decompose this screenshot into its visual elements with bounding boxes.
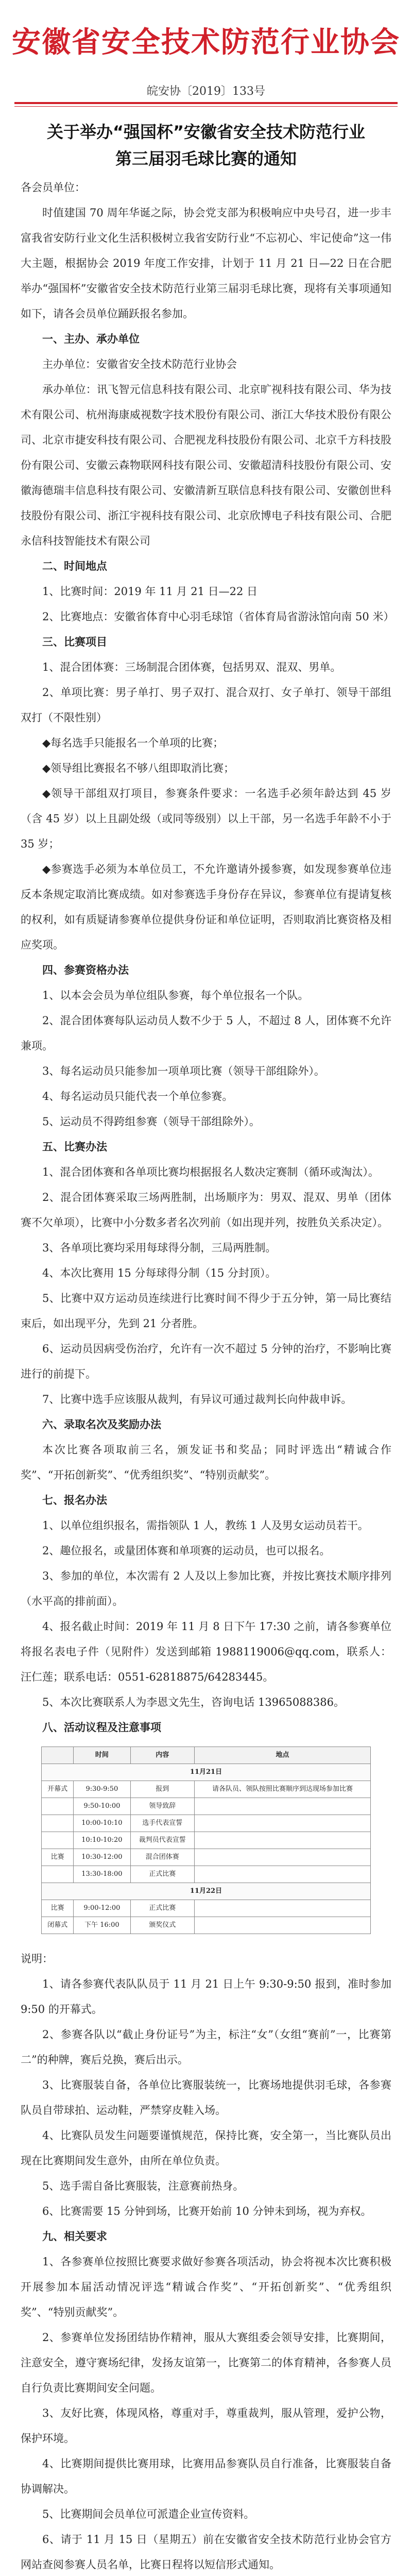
table-row [42, 1900, 371, 1917]
list-item: 5、比赛期间会员单位可派遣企业宣传资料。 [42, 2508, 255, 2520]
document-number: 皖安协〔2019〕133号 [147, 85, 265, 98]
event-cell: 正式比赛 [130, 1900, 194, 1917]
time-cell: 9:30-9:50 [74, 1781, 130, 1798]
time-cell: 9:00-12:00 [74, 1900, 130, 1917]
table-header-row [42, 1747, 371, 1764]
place-cell [194, 1832, 370, 1849]
day-cell: 11月21日 [42, 1764, 371, 1781]
place-cell [194, 1917, 370, 1934]
list-item: ◆领导组比赛报名不够八组即取消比赛； [42, 762, 235, 774]
list-item: 1、请各参赛代表队队员于 11 月 21 日上午 9:30-9:50 报到，准时参加 9:50 的开幕式。 [21, 1978, 391, 2015]
list-item: 3、比赛服装自备，各单位比赛服装统一，比赛场地提供羽毛球，各参赛队员自带球拍、运动鞋，严禁穿皮鞋入场。 [21, 2079, 391, 2116]
list-item: 4、本次比赛用 15 分每球得分制（15 分封顶）。 [42, 1267, 277, 1279]
session-cell [42, 1832, 74, 1849]
table-row [42, 1849, 371, 1866]
co-host-line: 承办单位：讯飞智元信息科技有限公司、北京旷视科技有限公司、华为技术有限公司、杭州海康威视数字技术股份有限公司、浙江大华技术股份有限公司、北京市捷安科技有限公司、合肥视龙科技股份有限公司、北京千方科技股份有限公司、安徽云森物联网科技有限公司、安徽超清科技股份有限公司、安徽海德瑞丰信息科技有限公司、安徽清新互联信息科技有限公司、安徽创世科技股份有限公司、浙江宇视科技有限公司、北京欣博电子科技有限公司、合肥永信科技智能技术有限公司 [21, 383, 391, 547]
time-cell: 下午 16:00 [74, 1917, 130, 1934]
table-row [42, 1883, 371, 1900]
red-divider-thin [14, 106, 398, 107]
event-cell: 裁判员代表宣誓 [130, 1832, 194, 1849]
event-cell: 颁奖仪式 [130, 1917, 194, 1934]
list-s5 [21, 1160, 391, 1412]
session-cell: 开幕式 [42, 1781, 74, 1798]
salutation: 各会员单位： [21, 181, 85, 194]
list-item: 1、混合团体赛：三场制混合团体赛，包括男双、混双、男单。 [42, 661, 341, 673]
list-item: 3、每名运动员只能参加一项单项比赛（领导干部组除外）。 [42, 1065, 325, 1077]
section-heading: 六、录取名次及奖励办法 [42, 1418, 161, 1431]
section-heading: 一、主办、承办单位 [42, 333, 140, 345]
place-cell [194, 1849, 370, 1866]
section-heading: 七、报名办法 [42, 1494, 107, 1506]
time-cell: 10:00-10:10 [74, 1815, 130, 1832]
event-cell: 正式比赛 [130, 1866, 194, 1883]
list-item: 2、混合团体赛每队运动员人数不少于 5 人，不超过 8 人，团体赛不允许兼项。 [21, 1014, 391, 1052]
table-row [42, 1866, 371, 1883]
document-body [21, 175, 394, 2576]
place-line: 2、比赛地点：安徽省体育中心羽毛球馆（省体育局省游泳馆向南 50 米） [42, 611, 394, 623]
list-item: 3、参加的单位，本次需有 2 人及以上参加比赛，并按比赛技术顺序排列（水平高的排前面）。 [21, 1570, 391, 1607]
table-row [42, 1815, 371, 1832]
table-row [42, 1917, 371, 1934]
list-item: 6、比赛需要 15 分钟到场，比赛开始前 10 分钟未到场，视为弃权。 [42, 2205, 372, 2217]
col-place: 地点 [194, 1747, 370, 1764]
list-item: 6、请于 11 月 15 日（星期五）前在安徽省安全技术防范行业协会官方网站查阅参赛人员名单，比赛日程将以短信形式通知。 [21, 2533, 391, 2571]
list-item: 6、运动员因病受伤治疗，允许有一次不超过 5 分钟的治疗，不影响比赛进行的前提下。 [21, 1343, 391, 1380]
list-item: 5、本次比赛联系人为李恩文先生，咨询电话 13965088386。 [42, 1696, 345, 1708]
col-event: 内容 [130, 1747, 194, 1764]
list-item: 1、混合团体赛和各单项比赛均根据报名人数决定赛制（循环或淘汰）。 [42, 1166, 379, 1178]
event-cell: 领导致辞 [130, 1798, 194, 1815]
list-item: 4、报名截止时间：2019 年 11 月 8 日下午 17:30 之前，请各参赛单位将报名表电子件（见附件）发送到邮箱 1988119006@qq.com，联系人：汪仁莲；联系电话：0551-62818875/64283445。 [21, 1620, 391, 1683]
place-cell [194, 1866, 370, 1883]
list-item: 4、比赛期间提供比赛用球，比赛用品参赛队员自行准备，比赛服装自备协调解决。 [21, 2458, 391, 2495]
session-cell [42, 1798, 74, 1815]
list-s4 [21, 983, 391, 1134]
list-item: 4、每名运动员只能代表一个单位参赛。 [42, 1090, 233, 1103]
list-notes [21, 1972, 391, 2224]
session-cell [42, 1866, 74, 1883]
list-item: ◆领导干部组双打项目，参赛条件要求：一名选手必须年龄达到 45 岁（含 45 岁）以上且副处级（或同等级别）以上干部，另一名选手年龄不小于 35 岁； [21, 787, 391, 850]
notes-label: 说明： [21, 1953, 53, 1965]
list-item: 2、混合团体赛采取三场两胜制，出场顺序为：男双、混双、男单（团体赛不欠单项），比赛中小分数多者名次列前（如出现并列，按胜负关系决定）。 [21, 1191, 391, 1229]
session-cell: 闭幕式 [42, 1917, 74, 1934]
list-item: 7、比赛中选手应该服从裁判，有异议可通过裁判长向仲裁申诉。 [42, 1393, 352, 1405]
col-session [42, 1747, 74, 1764]
place-cell [194, 1900, 370, 1917]
place-cell [194, 1798, 370, 1815]
time-line: 1、比赛时间：2019 年 11 月 21 日—22 日 [42, 585, 258, 598]
list-item: 2、单项比赛：男子单打、男子双打、混合双打、女子单打、领导干部组双打（不限性别） [21, 686, 391, 724]
event-cell: 报到 [130, 1781, 194, 1798]
list-s9 [21, 2249, 391, 2576]
list-s7 [21, 1513, 391, 1715]
list-item: 2、参赛单位发扬团结协作精神，服从大赛组委会领导安排，比赛期间，注意安全，遵守赛场纪律，发扬友谊第一，比赛第二的体育精神，各参赛人员自行负责比赛期间安全问题。 [21, 2331, 391, 2394]
section-heading: 九、相关要求 [42, 2230, 107, 2243]
event-cell: 混合团体赛 [130, 1849, 194, 1866]
list-item: 1、以单位组织报名，需指领队 1 人，教练 1 人及男女运动员若干。 [42, 1519, 369, 1532]
table-row [42, 1781, 371, 1798]
table-row [42, 1764, 371, 1781]
list-item: 2、参赛各队以“截止身份证号”为主，标注“女”（女组“赛前”一，比赛第二”的种牌，赛后兑换，赛后出示。 [21, 2028, 391, 2066]
title-line-2: 第三届羽毛球比赛的通知 [115, 149, 297, 168]
place-cell [194, 1815, 370, 1832]
section-heading: 五、比赛办法 [42, 1141, 107, 1153]
col-time: 时间 [74, 1747, 130, 1764]
list-item: ◆每名选手只能报名一个单项的比赛； [42, 737, 224, 749]
red-divider [14, 102, 398, 104]
table-row [42, 1798, 371, 1815]
award-paragraph: 本次比赛各项取前三名，颁发证书和奖品；同时评选出“精诚合作奖”、“开拓创新奖”、“优秀组织奖”、“特别贡献奖”。 [21, 1444, 391, 1481]
section-heading: 三、比赛项目 [42, 636, 107, 648]
time-cell: 10:10-10:20 [74, 1832, 130, 1849]
intro-paragraph: 时值建国 70 周年华诞之际，协会党支部为积极响应中央号召，进一步丰富我省安防行业文化生活积极树立我省安防行业“不忘初心、牢记使命”这一伟大主题，根据协会 2019 年度工作安排，计划于 11 月 21 日—22 日在合肥举办“强国杯”安徽省安全技术防范行业第三届羽毛球比赛，现将有关事项通知如下，请各会员单位踊跃报名参加。 [21, 207, 391, 320]
list-item: 5、选手需自备比赛服装，注意赛前热身。 [42, 2180, 244, 2192]
session-cell [42, 1815, 74, 1832]
list-s3 [21, 655, 391, 958]
schedule-body [42, 1764, 371, 1934]
event-cell: 选手代表宣誓 [130, 1815, 194, 1832]
list-item: 1、各参赛单位按照比赛要求做好参赛各项活动，协会将视本次比赛积极开展参加本届活动情况评选“精诚合作奖”、“开拓创新奖”、“优秀组织奖”、“特别贡献奖”。 [21, 2256, 391, 2318]
list-item: 1、以本会会员为单位组队参赛，每个单位报名一个队。 [42, 989, 309, 1002]
host-line: 主办单位：安徽省安全技术防范行业协会 [42, 358, 237, 370]
list-item: 3、各单项比赛均采用每球得分制，三局两胜制。 [42, 1242, 277, 1254]
section-heading: 二、时间地点 [42, 560, 107, 572]
list-item: 3、友好比赛，体现风格，尊重对手，尊重裁判，服从管理，爱护公物，保护环境。 [21, 2407, 391, 2445]
session-cell: 比赛 [42, 1900, 74, 1917]
list-item: 4、比赛队员发生问题要谨慎规范，保持比赛，安全第一，当比赛队员出现在比赛期间发生意外，由所在单位负责。 [21, 2129, 391, 2167]
place-cell: 请各队员、领队按照比赛顺序到达现场参加比赛 [194, 1781, 370, 1798]
list-item: 5、运动员不得跨组参赛（领导干部组除外）。 [42, 1115, 260, 1128]
masthead: 安徽省安全技术防范行业协会 [12, 26, 400, 59]
list-item: 5、比赛中双方运动员连续进行比赛时间不得少于五分钟，第一局比赛结束后，如出现平分，先到 21 分者胜。 [21, 1292, 391, 1330]
table-row [42, 1832, 371, 1849]
session-cell: 比赛 [42, 1849, 74, 1866]
document-title [15, 118, 397, 172]
time-cell: 9:50-10:00 [74, 1798, 130, 1815]
section-heading: 四、参赛资格办法 [42, 964, 129, 976]
time-cell: 10:30-12:00 [74, 1849, 130, 1866]
list-item: ◆参赛选手必须为本单位员工，不允许邀请外援参赛，如发现参赛单位违反本条规定取消比赛成绩。如对参赛选手身份存在异议，参赛单位有提请复核的权利，如有质疑请参赛单位提供身份证和单位证明，否则取消比赛资格及相应奖项。 [21, 863, 391, 951]
list-item: 2、趣位报名，或量团体赛和单项赛的运动员，也可以报名。 [42, 1545, 331, 1557]
section-heading: 八、活动议程及注意事项 [42, 1721, 161, 1734]
schedule-table [41, 1747, 371, 1934]
day-cell: 11月22日 [42, 1883, 371, 1900]
time-cell: 13:30-18:00 [74, 1866, 130, 1883]
title-line-1: 关于举办“强国杯”安徽省安全技术防范行业 [46, 122, 366, 142]
